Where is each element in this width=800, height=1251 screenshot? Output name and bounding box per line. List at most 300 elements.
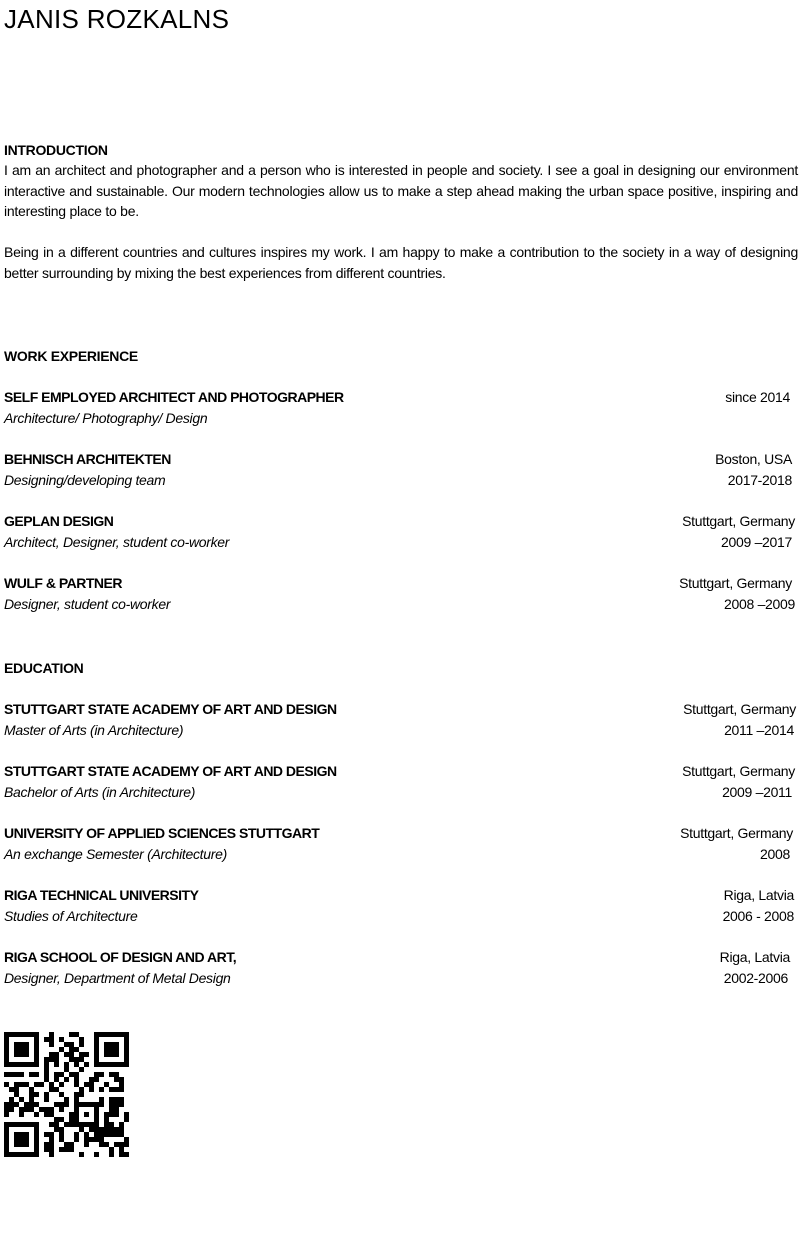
qr-module xyxy=(94,1117,99,1122)
qr-module xyxy=(124,1152,129,1157)
qr-module xyxy=(44,1077,49,1082)
qr-module xyxy=(104,1047,109,1052)
qr-module xyxy=(84,1082,89,1087)
education-entry-location: Stuttgart, Germany xyxy=(680,825,793,841)
qr-module xyxy=(49,1032,54,1037)
qr-module xyxy=(54,1102,59,1107)
qr-module xyxy=(49,1142,54,1147)
qr-module xyxy=(69,1147,74,1152)
qr-module xyxy=(4,1072,9,1077)
qr-module xyxy=(14,1032,19,1037)
work-entry-location: since 2014 xyxy=(725,389,790,405)
qr-module xyxy=(89,1087,94,1092)
qr-module xyxy=(104,1112,109,1117)
qr-module xyxy=(49,1037,54,1042)
qr-module xyxy=(44,1037,49,1042)
education-entry xyxy=(4,947,798,988)
qr-module xyxy=(64,1122,69,1127)
qr-module xyxy=(99,1127,104,1132)
qr-module xyxy=(99,1097,104,1102)
qr-module xyxy=(59,1072,64,1077)
qr-module xyxy=(64,1102,69,1107)
qr-module xyxy=(74,1117,79,1122)
qr-module xyxy=(109,1072,114,1077)
qr-module xyxy=(119,1062,124,1067)
work-experience-title: WORK EXPERIENCE xyxy=(4,348,138,364)
qr-module xyxy=(59,1047,64,1052)
qr-module xyxy=(89,1102,94,1107)
qr-module xyxy=(19,1132,24,1137)
qr-module xyxy=(114,1077,119,1082)
education-entry xyxy=(4,699,798,740)
qr-module xyxy=(24,1047,29,1052)
qr-module xyxy=(4,1057,9,1062)
qr-module xyxy=(104,1062,109,1067)
qr-module xyxy=(94,1062,99,1067)
qr-module xyxy=(119,1082,124,1087)
qr-module xyxy=(124,1032,129,1037)
qr-module xyxy=(94,1107,99,1112)
qr-module xyxy=(114,1087,119,1092)
qr-module xyxy=(34,1132,39,1137)
qr-module xyxy=(34,1057,39,1062)
qr-module xyxy=(49,1087,54,1092)
qr-module xyxy=(49,1052,54,1057)
qr-module xyxy=(119,1102,124,1107)
qr-module xyxy=(114,1127,119,1132)
qr-module xyxy=(34,1152,39,1157)
qr-module xyxy=(4,1037,9,1042)
work-entry-dates: 2017-2018 xyxy=(727,471,792,488)
education-entry xyxy=(4,823,798,864)
qr-module xyxy=(74,1132,79,1137)
qr-module xyxy=(79,1122,84,1127)
qr-module xyxy=(24,1132,29,1137)
qr-module xyxy=(119,1032,124,1037)
qr-module xyxy=(24,1082,29,1087)
education-entry xyxy=(4,885,798,926)
qr-module xyxy=(14,1082,19,1087)
qr-module xyxy=(59,1037,64,1042)
qr-module xyxy=(9,1097,14,1102)
qr-module xyxy=(109,1147,114,1152)
qr-module xyxy=(104,1042,109,1047)
qr-module xyxy=(4,1132,9,1137)
qr-module xyxy=(9,1122,14,1127)
qr-module xyxy=(24,1122,29,1127)
qr-module xyxy=(34,1102,39,1107)
education-entry-subtitle: An exchange Semester (Architecture) xyxy=(4,845,227,862)
qr-module xyxy=(4,1127,9,1132)
qr-module xyxy=(24,1032,29,1037)
qr-module xyxy=(4,1032,9,1037)
qr-module xyxy=(94,1057,99,1062)
qr-module xyxy=(74,1072,79,1077)
qr-module xyxy=(89,1137,94,1142)
qr-module xyxy=(124,1052,129,1057)
qr-module xyxy=(59,1147,64,1152)
qr-module xyxy=(104,1127,109,1132)
qr-module xyxy=(74,1047,79,1052)
qr-module xyxy=(14,1102,19,1107)
qr-module xyxy=(124,1112,129,1117)
qr-module xyxy=(9,1072,14,1077)
qr-module xyxy=(49,1082,54,1087)
education-entry-subtitle: Studies of Architecture xyxy=(4,907,138,924)
qr-module xyxy=(79,1087,84,1092)
qr-module xyxy=(94,1102,99,1107)
qr-module xyxy=(14,1137,19,1142)
qr-module xyxy=(89,1122,94,1127)
education-entry-title: RIGA TECHNICAL UNIVERSITY xyxy=(4,887,199,903)
qr-module xyxy=(44,1057,49,1062)
qr-module xyxy=(44,1097,49,1102)
qr-module xyxy=(104,1122,109,1127)
work-entry-title: SELF EMPLOYED ARCHITECT AND PHOTOGRAPHER xyxy=(4,389,344,405)
qr-module xyxy=(49,1107,54,1112)
qr-module xyxy=(14,1052,19,1057)
education-title: EDUCATION xyxy=(4,660,84,676)
qr-module xyxy=(4,1082,9,1087)
qr-module xyxy=(9,1087,14,1092)
qr-module xyxy=(24,1102,29,1107)
qr-module xyxy=(114,1102,119,1107)
person-name: JANIS ROZKALNS xyxy=(4,4,230,34)
qr-module xyxy=(59,1137,64,1142)
qr-module xyxy=(84,1122,89,1127)
qr-module xyxy=(59,1092,64,1097)
qr-module xyxy=(44,1147,49,1152)
qr-module xyxy=(19,1062,24,1067)
qr-module xyxy=(19,1107,24,1112)
qr-module xyxy=(19,1042,24,1047)
qr-module xyxy=(94,1077,99,1082)
education-entry-subtitle: Master of Arts (in Architecture) xyxy=(4,721,184,738)
qr-module xyxy=(79,1037,84,1042)
qr-module xyxy=(14,1062,19,1067)
qr-module xyxy=(69,1122,74,1127)
qr-module xyxy=(49,1137,54,1142)
qr-module xyxy=(114,1042,119,1047)
education-entry-title: STUTTGART STATE ACADEMY OF ART AND DESIGN xyxy=(4,701,337,717)
qr-module xyxy=(79,1042,84,1047)
qr-module xyxy=(24,1137,29,1142)
qr-module xyxy=(104,1117,109,1122)
qr-module xyxy=(4,1142,9,1147)
qr-module xyxy=(119,1127,124,1132)
qr-module xyxy=(34,1072,39,1077)
qr-module xyxy=(74,1107,79,1112)
qr-module xyxy=(64,1042,69,1047)
qr-module xyxy=(84,1102,89,1107)
qr-module xyxy=(74,1112,79,1117)
qr-module xyxy=(14,1042,19,1047)
qr-module xyxy=(14,1132,19,1137)
work-entry xyxy=(4,511,798,552)
qr-module xyxy=(109,1047,114,1052)
qr-module xyxy=(94,1032,99,1037)
qr-module xyxy=(119,1142,124,1147)
qr-module xyxy=(74,1032,79,1037)
qr-module xyxy=(34,1122,39,1127)
qr-module xyxy=(19,1032,24,1037)
education-entry xyxy=(4,761,798,802)
education-entry-dates: 2006 - 2008 xyxy=(722,907,794,924)
introduction-paragraph-1: I am an architect and photographer and a person who is interested in people and society. I see a goal in designing our environment interactive and sustainable. Our modern technologies allow us to make a step ahead making the urban space positive, inspiring and interesting place to be. xyxy=(4,162,798,219)
qr-module xyxy=(94,1037,99,1042)
qr-module xyxy=(109,1062,114,1067)
qr-module xyxy=(114,1097,119,1102)
qr-module xyxy=(14,1142,19,1147)
qr-module xyxy=(99,1087,104,1092)
qr-module xyxy=(74,1057,79,1062)
qr-module xyxy=(34,1147,39,1152)
qr-module xyxy=(34,1082,39,1087)
education-entry-title: RIGA SCHOOL OF DESIGN AND ART, xyxy=(4,949,237,965)
work-entry-subtitle: Architecture/ Photography/ Design xyxy=(4,409,208,426)
qr-module xyxy=(39,1107,44,1112)
qr-module xyxy=(59,1102,64,1107)
qr-module xyxy=(29,1107,34,1112)
qr-module xyxy=(4,1122,9,1127)
qr-module xyxy=(69,1072,74,1077)
qr-module xyxy=(109,1132,114,1137)
qr-code-icon xyxy=(4,1032,129,1157)
qr-module xyxy=(4,1137,9,1142)
qr-module xyxy=(14,1087,19,1092)
education-entry-location: Riga, Latvia xyxy=(723,887,794,903)
qr-module xyxy=(44,1067,49,1072)
qr-module xyxy=(44,1062,49,1067)
education-entry-title: STUTTGART STATE ACADEMY OF ART AND DESIGN xyxy=(4,763,337,779)
qr-module xyxy=(79,1127,84,1132)
qr-module xyxy=(54,1117,59,1122)
qr-module xyxy=(99,1062,104,1067)
qr-module xyxy=(19,1142,24,1147)
qr-module xyxy=(9,1032,14,1037)
qr-module xyxy=(24,1152,29,1157)
qr-module xyxy=(4,1102,9,1107)
qr-module xyxy=(109,1152,114,1157)
qr-module xyxy=(74,1097,79,1102)
qr-module xyxy=(9,1107,14,1112)
qr-module xyxy=(49,1112,54,1117)
qr-module xyxy=(49,1042,54,1047)
qr-module xyxy=(94,1122,99,1127)
qr-module xyxy=(59,1132,64,1137)
qr-module xyxy=(109,1127,114,1132)
education-entry-title: UNIVERSITY OF APPLIED SCIENCES STUTTGART xyxy=(4,825,320,841)
qr-module xyxy=(64,1097,69,1102)
qr-module xyxy=(124,1137,129,1142)
qr-module xyxy=(109,1032,114,1037)
work-entry-subtitle: Designer, student co-worker xyxy=(4,595,171,612)
qr-module xyxy=(74,1137,79,1142)
qr-module xyxy=(34,1037,39,1042)
qr-module xyxy=(69,1042,74,1047)
qr-module xyxy=(114,1107,119,1112)
work-entry xyxy=(4,449,798,490)
work-entry-dates: 2009 –2017 xyxy=(721,533,792,550)
qr-module xyxy=(49,1147,54,1152)
qr-module xyxy=(124,1042,129,1047)
qr-module xyxy=(29,1152,34,1157)
qr-module xyxy=(34,1112,39,1117)
qr-module xyxy=(104,1082,109,1087)
work-entry-location: Stuttgart, Germany xyxy=(679,575,792,591)
qr-module xyxy=(44,1107,49,1112)
qr-module xyxy=(124,1037,129,1042)
qr-module xyxy=(104,1052,109,1057)
qr-module xyxy=(89,1077,94,1082)
qr-module xyxy=(99,1102,104,1107)
qr-module xyxy=(114,1112,119,1117)
qr-module xyxy=(109,1052,114,1057)
qr-module xyxy=(19,1082,24,1087)
qr-module xyxy=(54,1072,59,1077)
qr-module xyxy=(54,1122,59,1127)
qr-module xyxy=(19,1137,24,1142)
qr-module xyxy=(74,1062,79,1067)
qr-module xyxy=(29,1072,34,1077)
education-entry-subtitle: Bachelor of Arts (in Architecture) xyxy=(4,783,196,800)
qr-module xyxy=(19,1097,24,1102)
qr-module xyxy=(34,1127,39,1132)
education-entry-dates: 2011 –2014 xyxy=(724,721,794,738)
qr-module xyxy=(34,1137,39,1142)
qr-module xyxy=(34,1052,39,1057)
qr-module xyxy=(24,1142,29,1147)
qr-module xyxy=(69,1112,74,1117)
qr-module xyxy=(59,1107,64,1112)
work-entry-location: Stuttgart, Germany xyxy=(682,513,795,529)
education-entry-dates: 2002-2006 xyxy=(723,969,788,986)
qr-module xyxy=(54,1127,59,1132)
qr-module xyxy=(54,1052,59,1057)
qr-module xyxy=(114,1072,119,1077)
qr-module xyxy=(69,1047,74,1052)
qr-module xyxy=(69,1052,74,1057)
qr-module xyxy=(114,1047,119,1052)
qr-module xyxy=(109,1097,114,1102)
qr-module xyxy=(29,1102,34,1107)
qr-module xyxy=(24,1052,29,1057)
qr-module xyxy=(94,1112,99,1117)
work-entry-title: BEHNISCH ARCHITEKTEN xyxy=(4,451,171,467)
qr-module xyxy=(29,1092,34,1097)
qr-module xyxy=(104,1132,109,1137)
qr-module xyxy=(29,1087,34,1092)
qr-module xyxy=(14,1152,19,1157)
qr-module xyxy=(124,1142,129,1147)
qr-module xyxy=(109,1107,114,1112)
qr-module xyxy=(74,1077,79,1082)
qr-module xyxy=(64,1147,69,1152)
qr-module xyxy=(94,1042,99,1047)
qr-module xyxy=(124,1057,129,1062)
qr-module xyxy=(84,1132,89,1137)
qr-module xyxy=(34,1062,39,1067)
qr-module xyxy=(114,1142,119,1147)
qr-module xyxy=(94,1072,99,1077)
qr-module xyxy=(124,1117,129,1122)
qr-module xyxy=(124,1047,129,1052)
qr-module xyxy=(29,1032,34,1037)
qr-module xyxy=(99,1132,104,1137)
work-experience-section xyxy=(4,346,798,614)
introduction-paragraph-2: Being in a different countries and cultures inspires my work. I am happy to make a contribution to the society in a way of designing better surrounding by mixing the best experiences from different countries. xyxy=(4,244,798,281)
qr-module xyxy=(34,1042,39,1047)
qr-module xyxy=(119,1097,124,1102)
qr-module xyxy=(49,1122,54,1127)
qr-module xyxy=(29,1122,34,1127)
qr-module xyxy=(69,1117,74,1122)
qr-module xyxy=(4,1052,9,1057)
qr-module xyxy=(94,1137,99,1142)
work-entry-title: GEPLAN DESIGN xyxy=(4,513,114,529)
qr-module xyxy=(84,1142,89,1147)
qr-module xyxy=(44,1132,49,1137)
qr-module xyxy=(84,1062,89,1067)
qr-module xyxy=(79,1102,84,1107)
qr-module xyxy=(4,1107,9,1112)
qr-module xyxy=(14,1122,19,1127)
education-entry-subtitle: Designer, Department of Metal Design xyxy=(4,969,231,986)
qr-module xyxy=(34,1047,39,1052)
qr-module xyxy=(99,1032,104,1037)
education-entry-dates: 2008 xyxy=(760,845,790,862)
qr-module xyxy=(114,1052,119,1057)
qr-module xyxy=(124,1062,129,1067)
qr-module xyxy=(119,1147,124,1152)
qr-module xyxy=(64,1067,69,1072)
qr-module xyxy=(54,1077,59,1082)
qr-module xyxy=(74,1122,79,1127)
qr-module xyxy=(109,1102,114,1107)
qr-module xyxy=(4,1112,9,1117)
qr-module xyxy=(99,1137,104,1142)
qr-module xyxy=(39,1082,44,1087)
qr-module xyxy=(109,1087,114,1092)
qr-module xyxy=(94,1132,99,1137)
qr-module xyxy=(9,1152,14,1157)
qr-module xyxy=(14,1072,19,1077)
qr-module xyxy=(24,1107,29,1112)
qr-module xyxy=(19,1047,24,1052)
qr-module xyxy=(79,1067,84,1072)
qr-module xyxy=(9,1062,14,1067)
qr-module xyxy=(69,1142,74,1147)
education-entry-location: Stuttgart, Germany xyxy=(683,701,796,717)
qr-module xyxy=(14,1047,19,1052)
qr-module xyxy=(94,1152,99,1157)
qr-module xyxy=(34,1092,39,1097)
work-entry-title: WULF & PARTNER xyxy=(4,575,122,591)
qr-module xyxy=(89,1127,94,1132)
qr-module xyxy=(19,1112,24,1117)
qr-module xyxy=(119,1077,124,1082)
qr-module xyxy=(4,1147,9,1152)
introduction-title: INTRODUCTION xyxy=(4,142,108,158)
qr-module xyxy=(74,1092,79,1097)
qr-module xyxy=(34,1142,39,1147)
qr-module xyxy=(119,1132,124,1137)
qr-module xyxy=(114,1062,119,1067)
qr-module xyxy=(4,1152,9,1157)
education-entry-dates: 2009 –2011 xyxy=(722,783,792,800)
qr-module xyxy=(64,1142,69,1147)
qr-module xyxy=(84,1137,89,1142)
